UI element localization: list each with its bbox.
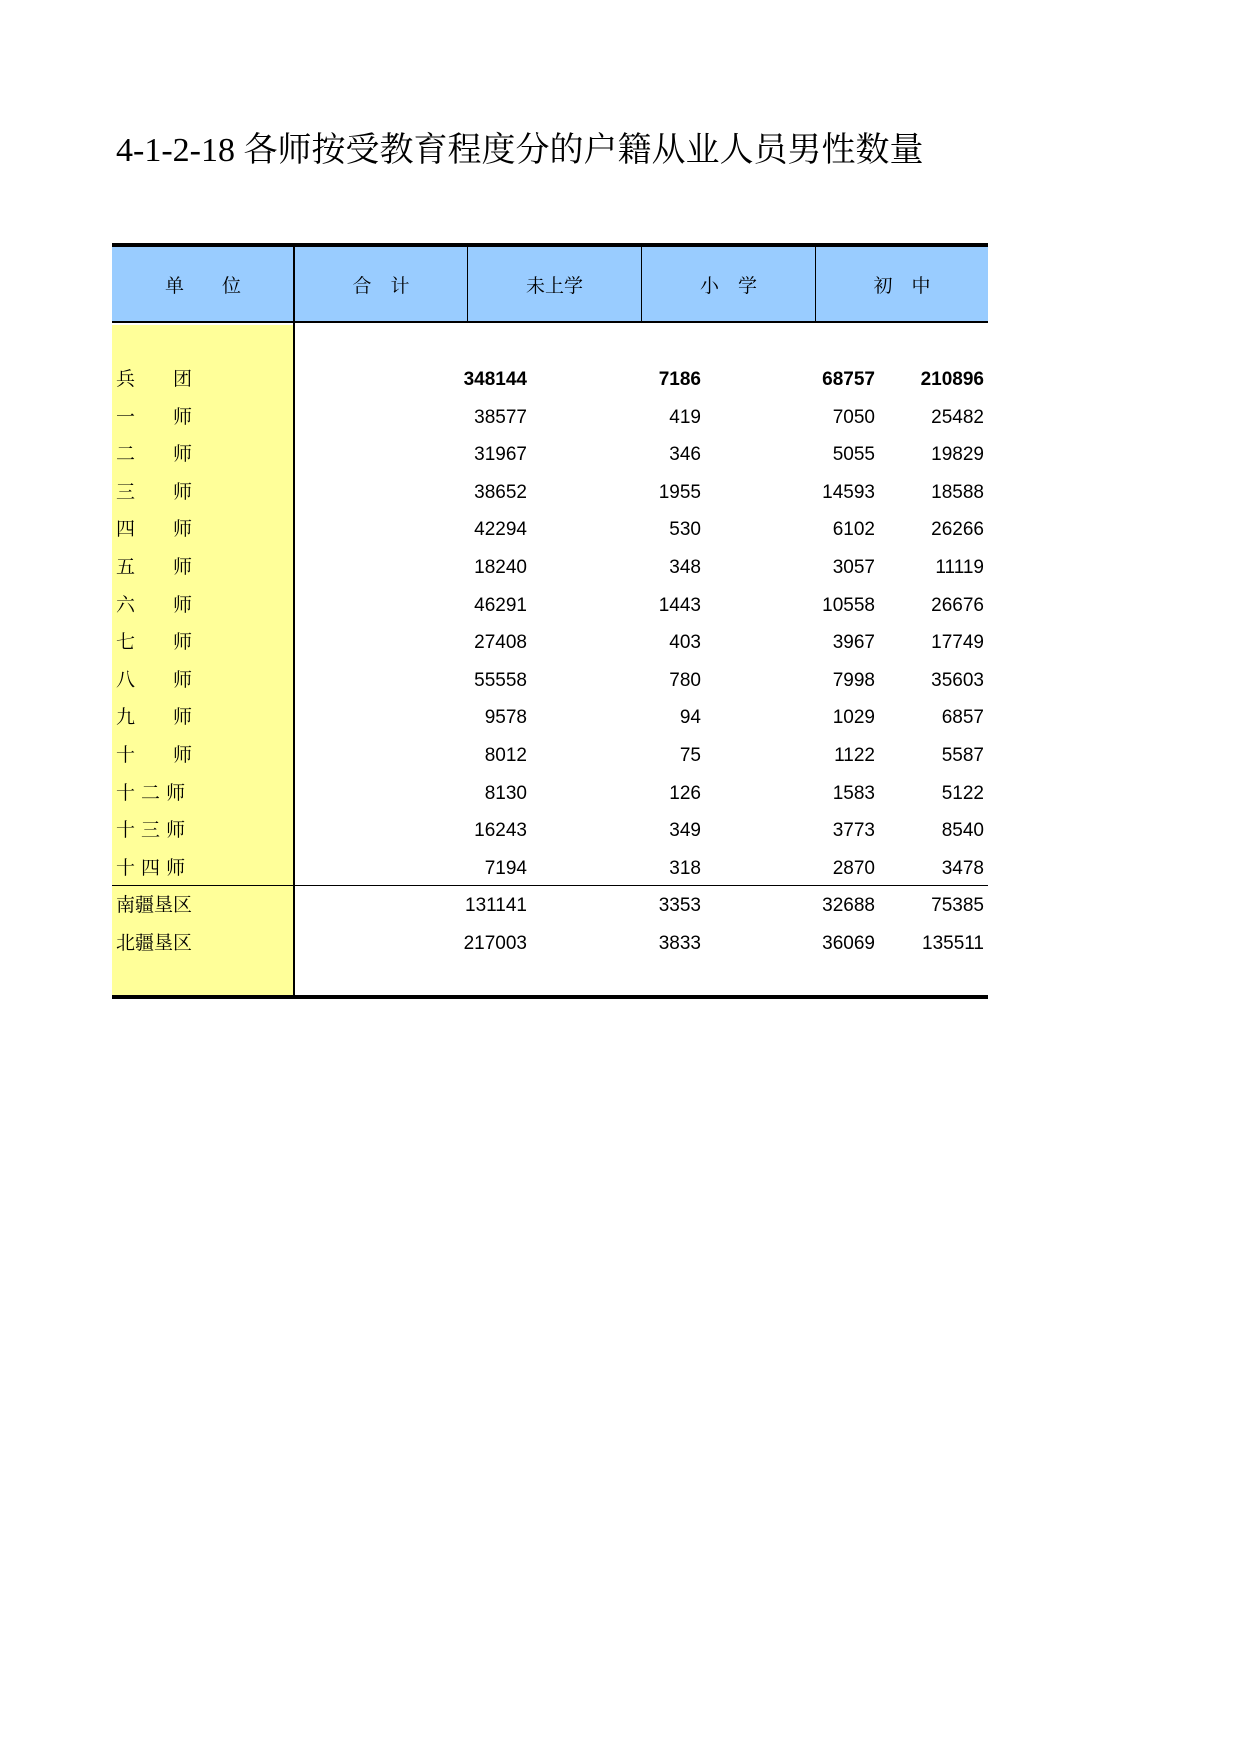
table-header-row <box>112 247 988 323</box>
table-row <box>112 474 988 511</box>
cell-value: 75 <box>679 745 701 766</box>
cell-value: 530 <box>669 519 701 541</box>
cell-value: 18588 <box>931 481 984 503</box>
table-bottom-rule <box>112 995 988 999</box>
cell-value: 349 <box>669 820 701 842</box>
cell-value: 46291 <box>474 594 527 616</box>
header-total: 合 计 <box>352 274 410 297</box>
cell-value: 3353 <box>658 895 701 917</box>
cell-value: 26676 <box>931 594 984 616</box>
table-row <box>112 624 988 661</box>
cell-value: 17749 <box>931 632 984 654</box>
cell-value: 14593 <box>822 481 875 503</box>
table-row <box>112 812 988 849</box>
cell-value: 346 <box>669 444 701 466</box>
cell-value: 75385 <box>931 895 984 917</box>
row-label: 三 师 <box>116 480 193 503</box>
row-label: 二 师 <box>116 443 193 466</box>
cell-value: 8540 <box>941 820 984 842</box>
row-label: 兵 团 <box>116 368 193 390</box>
page-title: 4-1-2-18 各师按受教育程度分的户籍从业人员男性数量 <box>116 132 924 169</box>
unit-column-divider <box>293 243 295 999</box>
cell-value: 31967 <box>474 444 527 466</box>
table-row <box>112 549 988 586</box>
row-label: 四 师 <box>116 518 193 541</box>
cell-value: 1955 <box>658 481 701 503</box>
row-label: 十 二 师 <box>116 781 186 804</box>
header-junior-middle: 初 中 <box>873 274 931 297</box>
row-label: 北疆垦区 <box>116 932 193 954</box>
cell-value: 318 <box>669 857 701 879</box>
cell-value: 135511 <box>922 933 984 954</box>
row-label: 十 师 <box>116 744 193 766</box>
cell-value: 32688 <box>822 895 875 917</box>
cell-value: 94 <box>679 707 701 729</box>
row-label: 九 师 <box>116 706 193 729</box>
cell-value: 3773 <box>832 820 875 842</box>
cell-value: 55558 <box>474 669 527 691</box>
cell-value: 19829 <box>931 444 984 466</box>
cell-value: 7050 <box>832 406 875 428</box>
cell-value: 2870 <box>832 857 875 879</box>
table-row <box>112 775 988 812</box>
table-row <box>112 399 988 436</box>
table-row <box>112 737 988 774</box>
cell-value: 126 <box>669 782 701 804</box>
row-label: 六 师 <box>116 593 193 616</box>
row-label: 一 师 <box>116 405 193 428</box>
cell-value: 217003 <box>463 933 527 954</box>
row-label: 七 师 <box>116 631 193 654</box>
cell-value: 38652 <box>474 481 527 503</box>
cell-value: 210896 <box>920 369 984 390</box>
cell-value: 5122 <box>941 782 984 804</box>
cell-value: 25482 <box>931 406 984 428</box>
cell-value: 26266 <box>931 519 984 541</box>
cell-value: 3057 <box>832 557 875 578</box>
cell-value: 403 <box>669 632 701 654</box>
table-row <box>112 436 988 473</box>
cell-value: 16243 <box>474 820 527 842</box>
table-row <box>112 511 988 548</box>
cell-value: 1583 <box>832 782 875 804</box>
region-divider <box>112 885 988 886</box>
table-row <box>112 850 988 887</box>
cell-value: 3967 <box>832 632 875 654</box>
row-label: 十 四 师 <box>116 856 186 879</box>
cell-value: 7998 <box>832 669 875 691</box>
header-unit: 单 位 <box>164 274 241 297</box>
cell-value: 780 <box>669 669 701 691</box>
cell-value: 9578 <box>484 707 527 729</box>
cell-value: 1122 <box>834 745 875 766</box>
cell-value: 7194 <box>484 857 527 879</box>
table-row <box>112 925 988 962</box>
cell-value: 5587 <box>941 745 984 766</box>
table-row <box>112 662 988 699</box>
cell-value: 27408 <box>474 632 527 654</box>
table-row <box>112 699 988 736</box>
row-label: 十 三 师 <box>116 819 186 842</box>
row-label: 南疆垦区 <box>116 894 193 917</box>
cell-value: 419 <box>669 406 701 428</box>
header-primary-school: 小 学 <box>699 274 757 297</box>
cell-value: 6102 <box>832 519 875 541</box>
cell-value: 42294 <box>474 519 527 541</box>
cell-value: 68757 <box>822 369 875 390</box>
cell-value: 348 <box>669 557 701 578</box>
cell-value: 35603 <box>931 669 984 691</box>
cell-value: 5055 <box>832 444 875 466</box>
cell-value: 36069 <box>822 933 875 954</box>
cell-value: 10558 <box>822 594 875 616</box>
cell-value: 6857 <box>941 707 984 729</box>
cell-value: 3478 <box>941 857 984 879</box>
cell-value: 8012 <box>484 745 527 766</box>
cell-value: 1029 <box>832 707 875 729</box>
row-label: 五 师 <box>116 556 193 578</box>
table-row <box>112 887 988 924</box>
table-row <box>112 587 988 624</box>
header-no-schooling: 未上学 <box>525 274 583 297</box>
cell-value: 38577 <box>474 406 527 428</box>
cell-value: 348144 <box>463 369 527 390</box>
cell-value: 7186 <box>658 369 701 390</box>
cell-value: 8130 <box>484 782 527 804</box>
data-table <box>112 243 988 1001</box>
cell-value: 1443 <box>658 594 701 616</box>
cell-value: 11119 <box>935 557 984 578</box>
cell-value: 131141 <box>465 895 527 917</box>
cell-value: 3833 <box>658 933 701 954</box>
row-label: 八 师 <box>116 668 193 691</box>
cell-value: 18240 <box>474 557 527 578</box>
table-row <box>112 361 988 398</box>
